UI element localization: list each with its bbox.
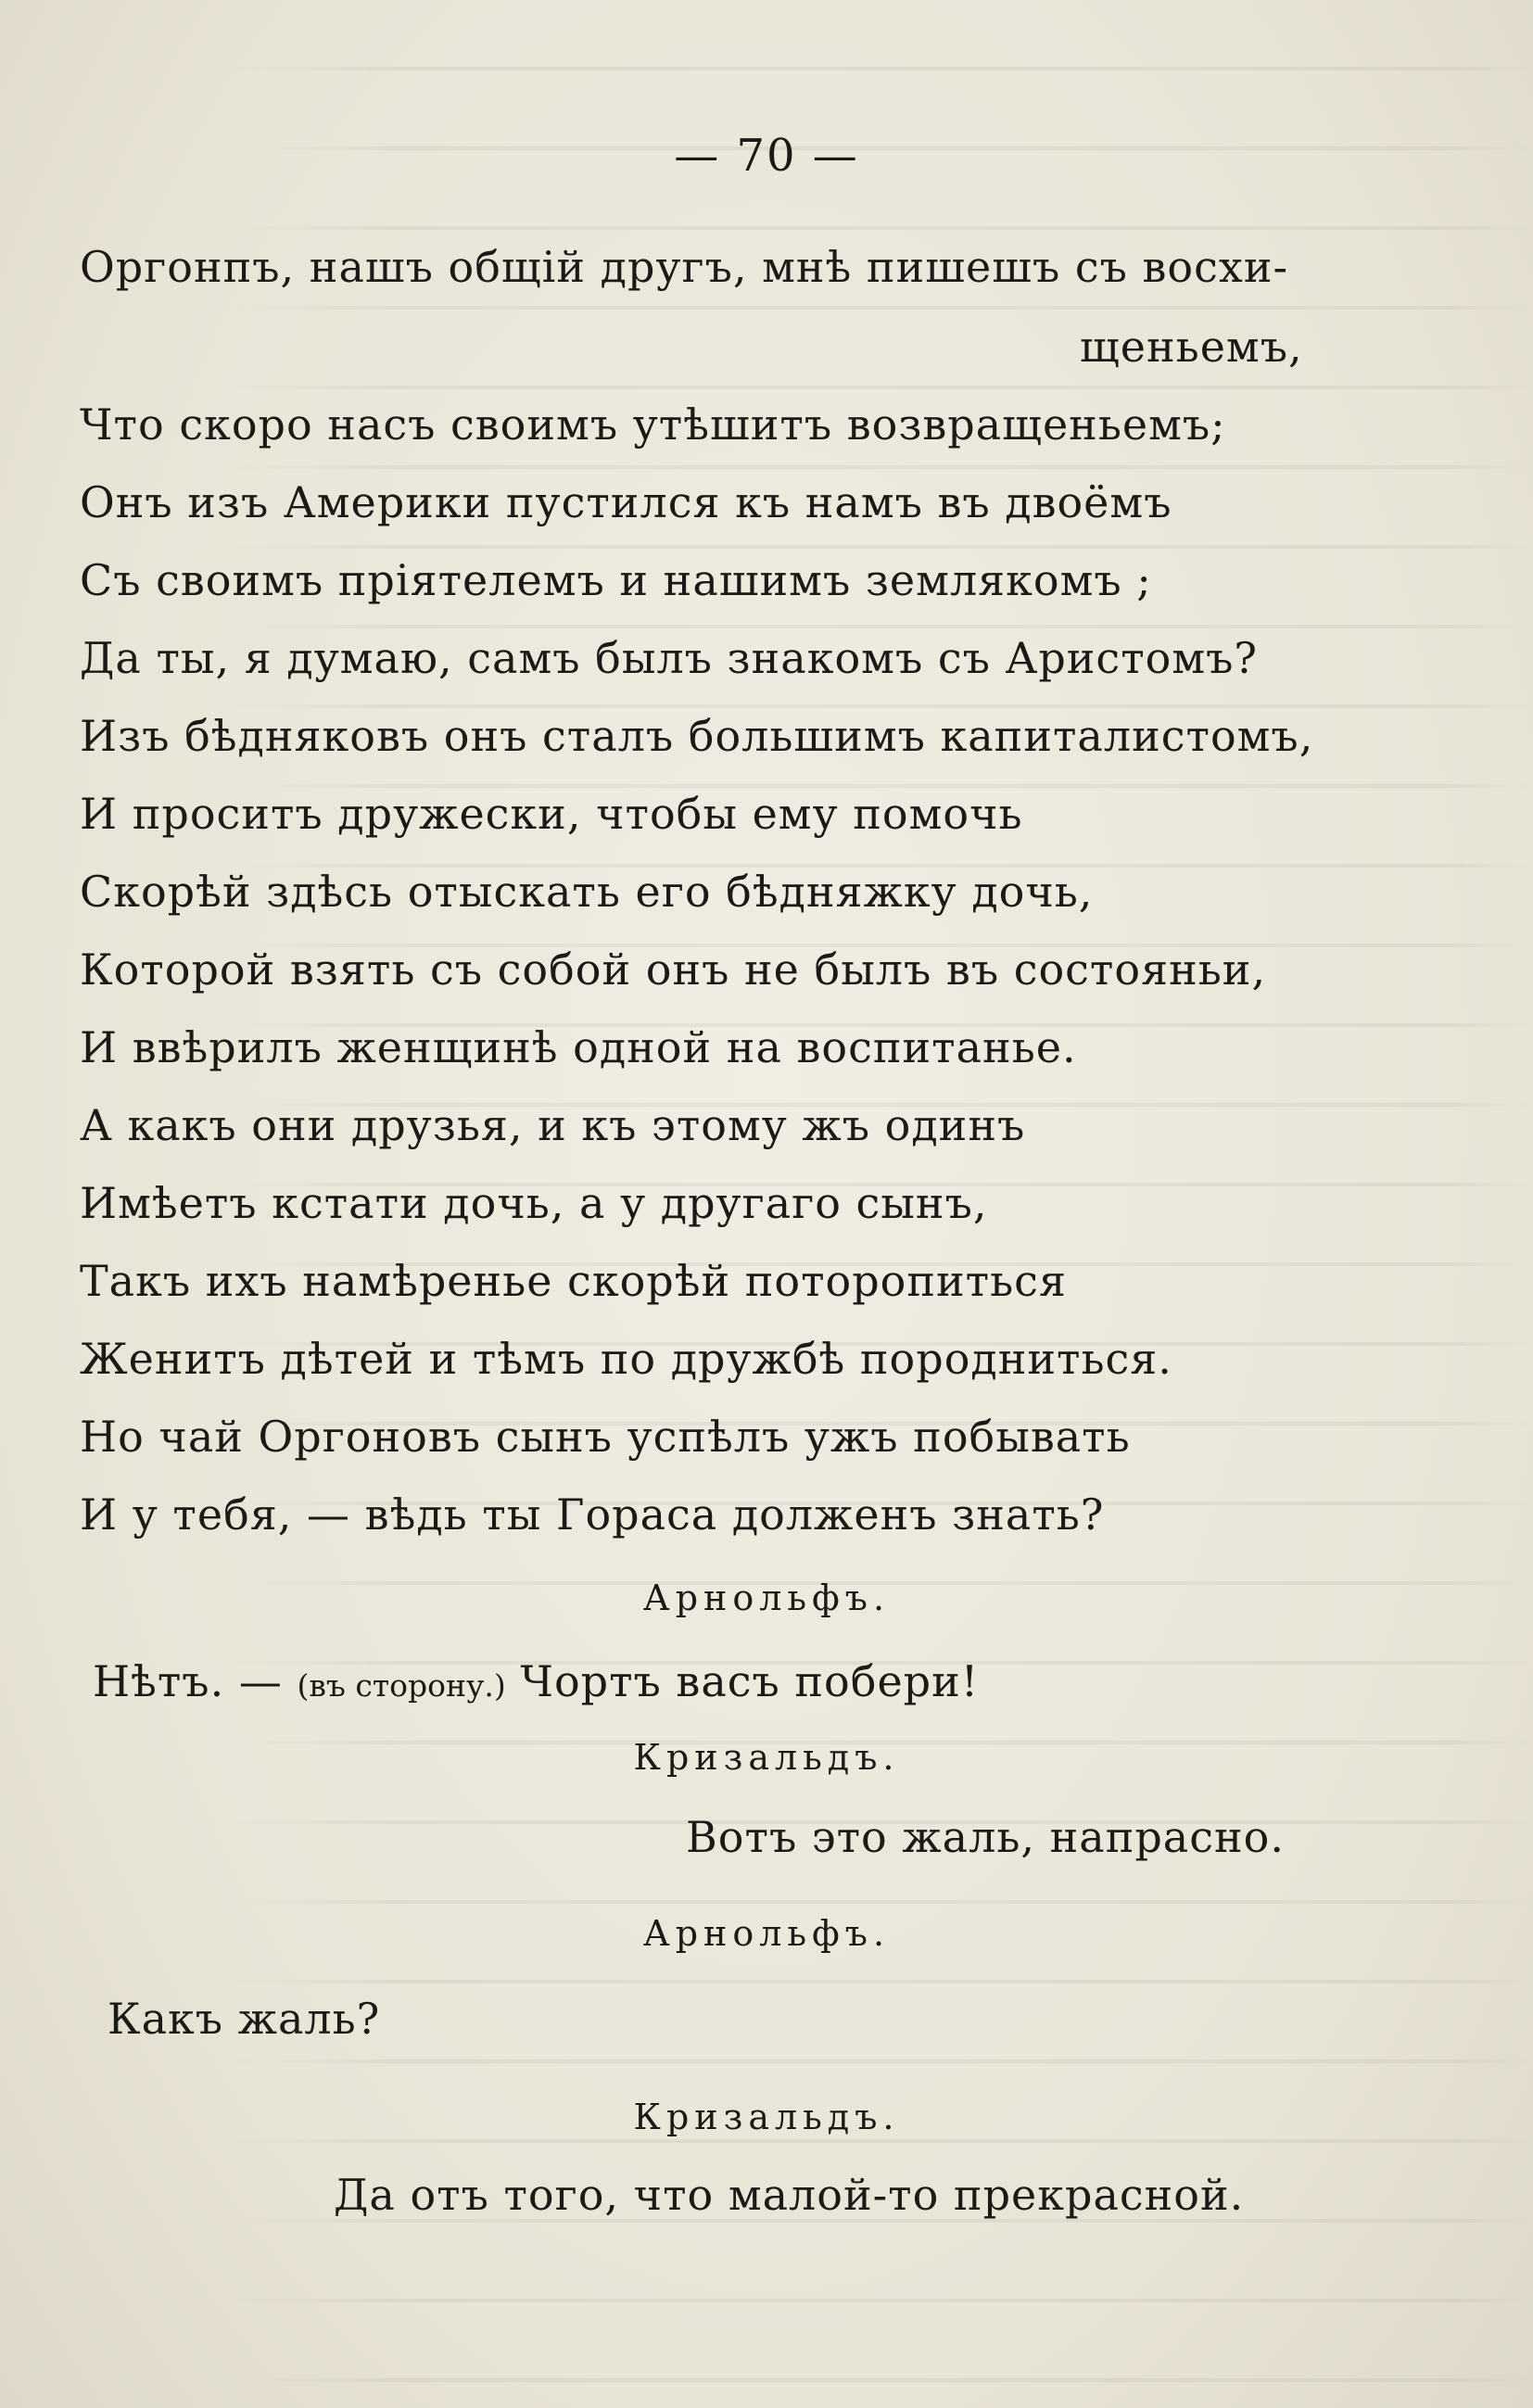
- verse-line: Но чай Оргоновъ сынъ успѣлъ ужъ побывать: [80, 1412, 1131, 1462]
- verse-line: И ввѣрилъ женщинѣ одной на воспитанье.: [80, 1022, 1077, 1072]
- verse-line: Которой взять съ собой онъ не былъ въ состояньи,: [80, 944, 1267, 995]
- speaker-name: Кризальдъ.: [633, 2097, 900, 2137]
- verse-line: Изъ бѣдняковъ онъ сталъ большимъ капиталистомъ,: [80, 711, 1314, 761]
- speaker-name: Арнольфъ.: [642, 1913, 891, 1954]
- verse-line: Такъ ихъ намѣренье скорѣй поторопиться: [80, 1256, 1067, 1306]
- verse-line: Что скоро насъ своимъ утѣшитъ возвращеньемъ;: [80, 399, 1226, 450]
- verse-line: Съ своимъ пріятелемъ и нашимъ землякомъ ;: [80, 555, 1152, 605]
- verse-line: Скорѣй здѣсь отыскать его бѣдняжку дочь,: [80, 867, 1094, 917]
- verse-line: Онъ изъ Америки пустился къ намъ въ двоёмъ: [80, 477, 1172, 527]
- speaker-name: Кризальдъ.: [633, 1737, 900, 1778]
- dialogue-text: Да отъ того, что малой-то прекрасной.: [334, 2170, 1245, 2220]
- stage-direction: (въ сторону.): [297, 1667, 506, 1704]
- verse-line: Женитъ дѣтей и тѣмъ по дружбѣ породниться.: [80, 1334, 1172, 1384]
- verse-line: И у тебя, — вѣдь ты Гораса долженъ знать?: [80, 1489, 1105, 1540]
- dialogue-text: Какъ жаль?: [108, 1994, 381, 2044]
- verse-line: Оргонпъ, нашъ общій другъ, мнѣ пишешъ съ восхи-: [80, 242, 1289, 292]
- verse-line-continuation: щеньемъ,: [1080, 322, 1303, 372]
- dialogue-lead: Нѣтъ. —: [93, 1656, 283, 1706]
- verse-line: Да ты, я думаю, самъ былъ знакомъ съ Аристомъ?: [80, 633, 1259, 683]
- dialogue-line: [93, 1654, 979, 1714]
- speaker-name: Арнольфъ.: [642, 1578, 891, 1618]
- page-number: — 70 —: [674, 130, 859, 182]
- dialogue-text: Вотъ это жаль, напрасно.: [686, 1812, 1285, 1862]
- dialogue-text: Чортъ васъ побери!: [520, 1656, 980, 1706]
- verse-line: Имѣетъ кстати дочь, а у другаго сынъ,: [80, 1178, 988, 1228]
- verse-line: И проситъ дружески, чтобы ему помочь: [80, 789, 1023, 839]
- verse-line: А какъ они друзья, и къ этому жъ одинъ: [80, 1100, 1026, 1150]
